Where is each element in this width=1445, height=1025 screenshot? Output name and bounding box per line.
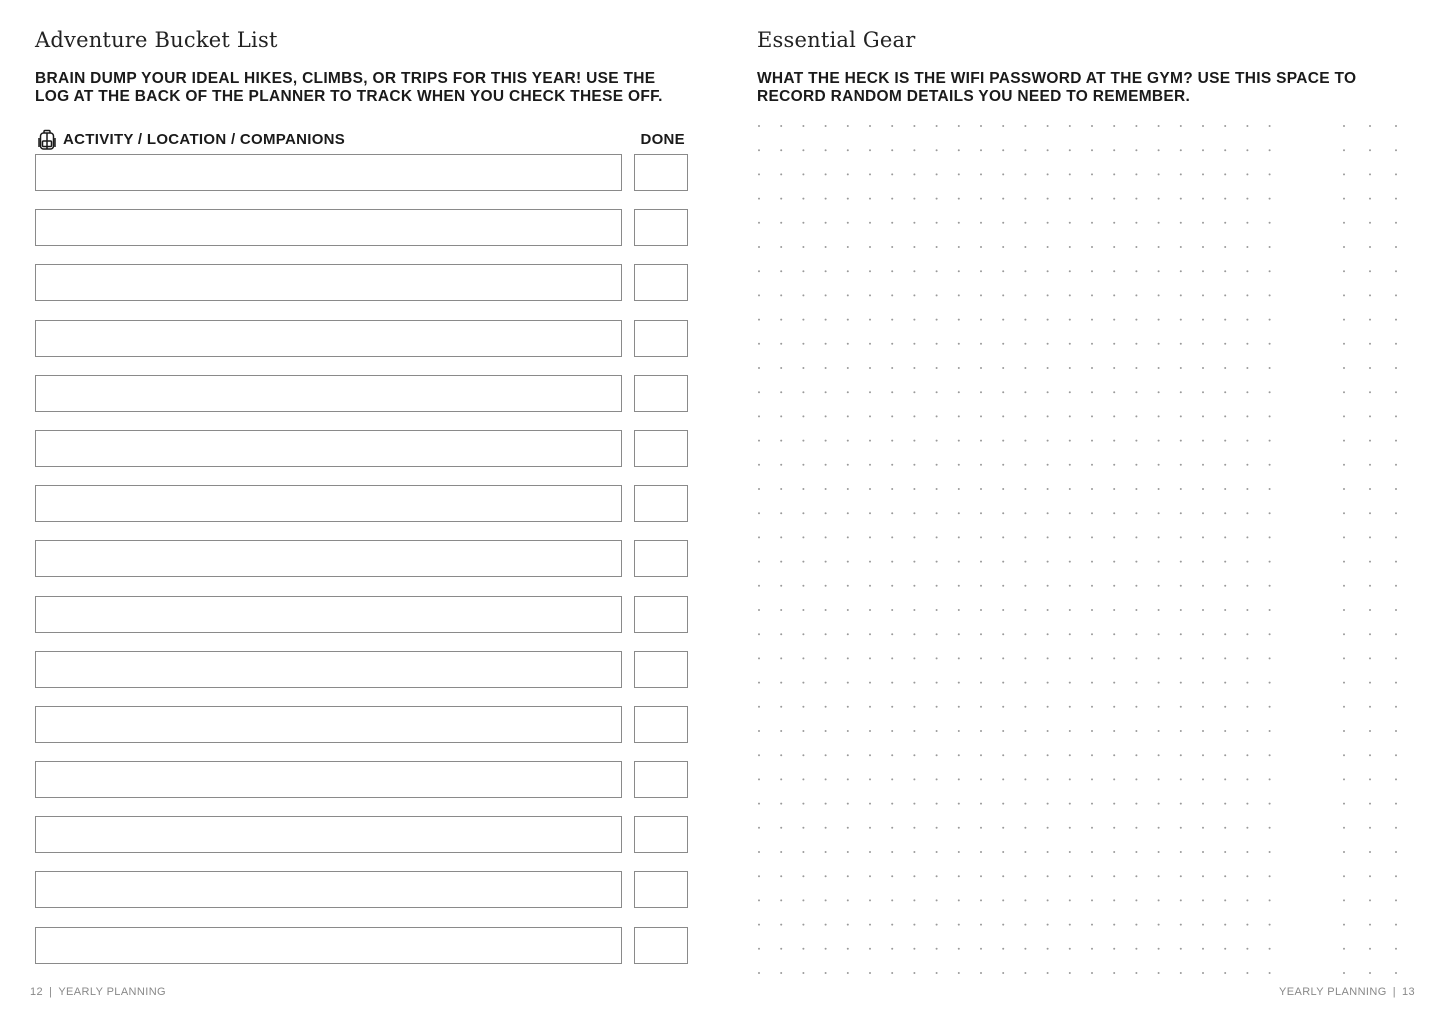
page-title: Adventure Bucket List xyxy=(35,28,278,52)
done-checkbox[interactable] xyxy=(634,761,688,798)
footer-separator: | xyxy=(49,986,53,998)
done-checkbox[interactable] xyxy=(634,651,688,688)
activity-field[interactable] xyxy=(35,154,622,191)
activity-field[interactable] xyxy=(35,871,622,908)
activity-field[interactable] xyxy=(35,264,622,301)
activity-field[interactable] xyxy=(35,209,622,246)
done-checkbox[interactable] xyxy=(634,927,688,964)
instructions-line-1: WHAT THE HECK IS THE WIFI PASSWORD AT THE GYM? USE THIS SPACE TO xyxy=(757,70,1357,87)
page-number: 12 xyxy=(30,986,44,998)
done-checkbox[interactable] xyxy=(634,485,688,522)
bucket-list-row xyxy=(35,375,689,412)
done-checkbox[interactable] xyxy=(634,706,688,743)
activity-field[interactable] xyxy=(35,596,622,633)
page-title: Essential Gear xyxy=(757,28,916,52)
column-header xyxy=(35,129,689,151)
instructions-line-1: BRAIN DUMP YOUR IDEAL HIKES, CLIMBS, OR TRIPS FOR THIS YEAR! USE THE xyxy=(35,70,656,87)
done-checkbox[interactable] xyxy=(634,209,688,246)
activity-field[interactable] xyxy=(35,651,622,688)
done-checkbox[interactable] xyxy=(634,320,688,357)
bucket-list-row xyxy=(35,264,689,301)
done-checkbox[interactable] xyxy=(634,596,688,633)
bucket-list-row xyxy=(35,761,689,798)
instructions xyxy=(35,70,675,106)
bucket-list-row xyxy=(35,485,689,522)
bucket-list-row xyxy=(35,320,689,357)
activity-field[interactable] xyxy=(35,540,622,577)
footer-separator: | xyxy=(1392,986,1396,998)
instructions-line-2: LOG AT THE BACK OF THE PLANNER TO TRACK WHEN YOU CHECK THESE OFF. xyxy=(35,88,663,105)
footer-right xyxy=(1279,986,1415,998)
page-number: 13 xyxy=(1401,986,1415,998)
instructions xyxy=(757,70,1397,106)
activity-field[interactable] xyxy=(35,320,622,357)
footer-section: YEARLY PLANNING xyxy=(58,986,166,998)
bucket-list-row xyxy=(35,540,689,577)
bucket-list-row xyxy=(35,706,689,743)
left-page xyxy=(0,0,722,1025)
bucket-list-row xyxy=(35,596,689,633)
bucket-list-row xyxy=(35,816,689,853)
done-checkbox[interactable] xyxy=(634,871,688,908)
done-checkbox[interactable] xyxy=(634,264,688,301)
done-checkbox[interactable] xyxy=(634,816,688,853)
bucket-list-row xyxy=(35,651,689,688)
footer-section: YEARLY PLANNING xyxy=(1279,986,1387,998)
backpack-icon xyxy=(37,129,57,151)
activity-field[interactable] xyxy=(35,816,622,853)
activity-field[interactable] xyxy=(35,761,622,798)
activity-field[interactable] xyxy=(35,375,622,412)
bucket-list-row xyxy=(35,154,689,191)
done-checkbox[interactable] xyxy=(634,154,688,191)
activity-field[interactable] xyxy=(35,706,622,743)
done-checkbox[interactable] xyxy=(634,375,688,412)
footer-left xyxy=(30,986,166,998)
bucket-list-row xyxy=(35,927,689,964)
bucket-list-row xyxy=(35,209,689,246)
dot-grid[interactable] xyxy=(752,116,1412,976)
done-checkbox[interactable] xyxy=(634,540,688,577)
bucket-list-row xyxy=(35,871,689,908)
done-checkbox[interactable] xyxy=(634,430,688,467)
activity-field[interactable] xyxy=(35,927,622,964)
activity-field[interactable] xyxy=(35,430,622,467)
right-page xyxy=(722,0,1445,1025)
column-activity-label: ACTIVITY / LOCATION / COMPANIONS xyxy=(63,131,346,148)
bucket-list-rows xyxy=(35,154,689,982)
bucket-list-row xyxy=(35,430,689,467)
activity-field[interactable] xyxy=(35,485,622,522)
instructions-line-2: RECORD RANDOM DETAILS YOU NEED TO REMEMBER. xyxy=(757,88,1191,105)
column-done-label: DONE xyxy=(640,131,685,148)
